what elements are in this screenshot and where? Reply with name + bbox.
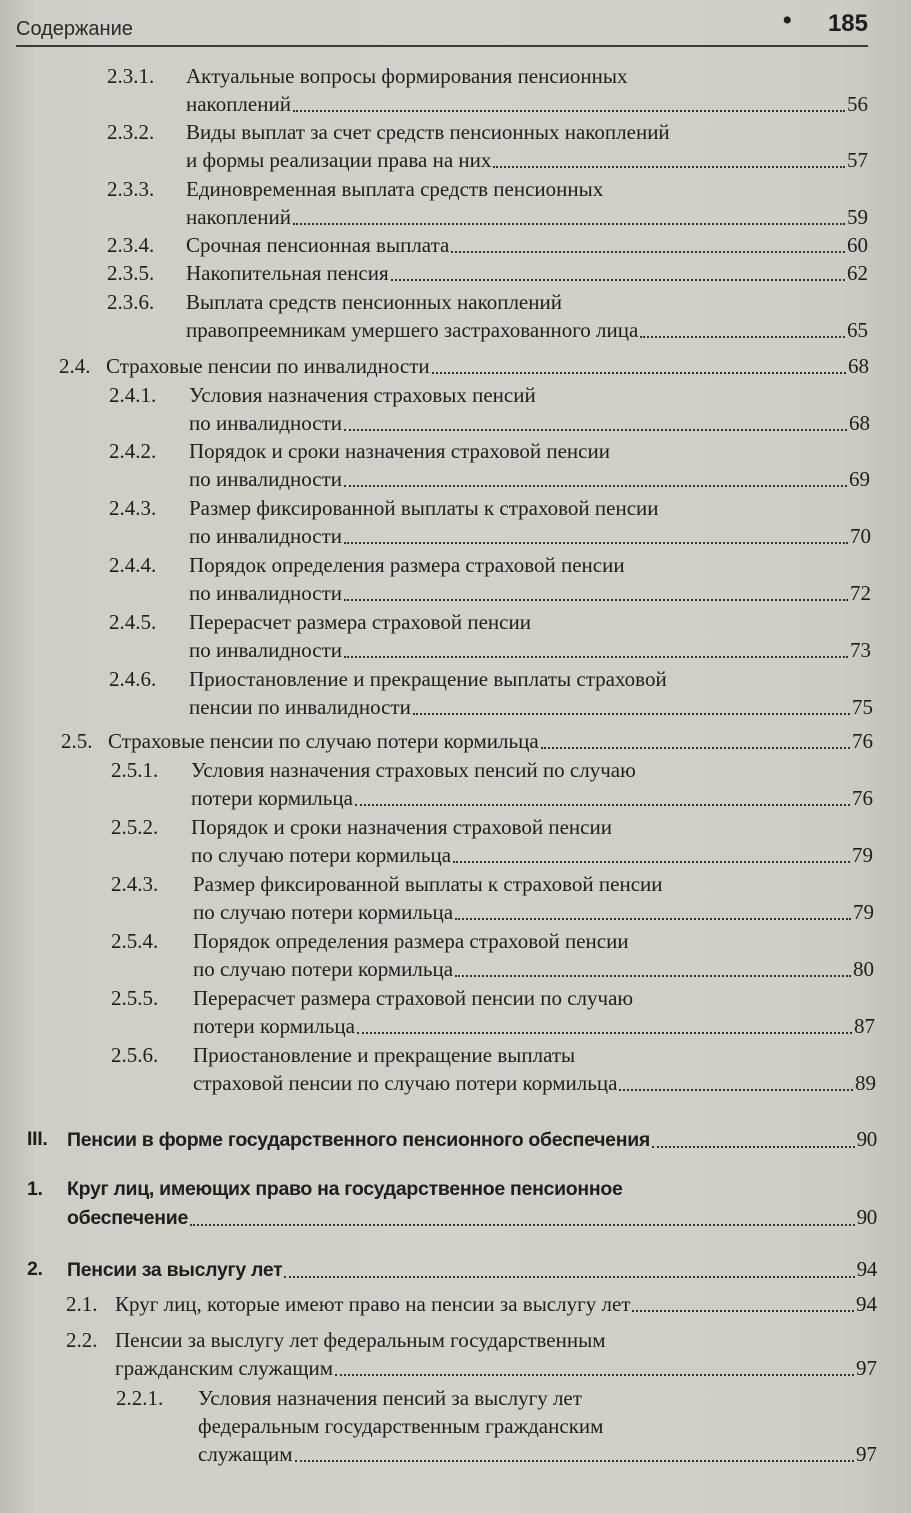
dot-leader: [344, 429, 847, 431]
toc-entry: [111, 756, 873, 812]
toc-entry-title-line: Порядок определения размера страховой пенсии: [189, 553, 625, 577]
toc-entry-title-line: Пенсии за выслугу лет федеральным государственным: [115, 1328, 606, 1352]
toc-entry-title-line: по инвалидности: [189, 524, 343, 548]
toc-entry-number: 2.3.2.: [107, 120, 155, 144]
toc-entry-leader-row: [186, 316, 868, 344]
dot-leader: [344, 542, 848, 544]
toc-entry-number: 2.4.: [59, 354, 91, 378]
toc-entry-number: 2.5.4.: [111, 929, 159, 953]
toc-entry-number: 2.2.: [66, 1328, 98, 1352]
toc-entry-number: 2.3.4.: [107, 233, 155, 257]
toc-entry-number: 2.4.6.: [109, 667, 157, 691]
toc-entry: [107, 231, 868, 259]
toc-entry-page: 72: [850, 581, 871, 605]
toc-entry-title-line: по случаю потери кормильца: [193, 900, 454, 924]
toc-entry-leader-row: [186, 90, 868, 118]
toc-entry-leader-row: [191, 841, 873, 869]
toc-entry-page: 60: [847, 233, 868, 257]
dot-leader: [295, 1460, 854, 1462]
toc-entry-leader-row: [67, 1255, 877, 1284]
toc-entry-title-line: Порядок и сроки назначения страховой пенсии: [191, 815, 612, 839]
toc-entry-number: 2.: [27, 1258, 43, 1280]
dot-leader: [455, 975, 851, 977]
toc-entry: [27, 1175, 877, 1231]
dot-leader: [357, 1032, 852, 1034]
toc-entry-page: 70: [850, 524, 871, 548]
toc-entry-page: 68: [849, 411, 870, 435]
toc-entry: [107, 259, 868, 287]
toc-entry-number: 2.5.1.: [111, 758, 159, 782]
toc-entry: [66, 1326, 877, 1382]
running-header-title: Содержание: [16, 18, 133, 40]
toc-entry-number: III.: [27, 1128, 48, 1150]
toc-entry-leader-row: [193, 1069, 876, 1097]
toc-entry-page: 94: [856, 1257, 877, 1281]
toc-entry-title-line: Накопительная пенсия: [186, 261, 389, 285]
toc-entry: [27, 1125, 877, 1153]
toc-entry-title-line: по случаю потери кормильца: [191, 843, 452, 867]
dot-leader: [190, 1224, 855, 1226]
toc-entry-number: 2.5.: [61, 729, 93, 753]
toc-entry: [109, 551, 871, 607]
toc-entry: [109, 381, 870, 437]
toc-entry: [107, 175, 868, 231]
toc-entry-page: 97: [856, 1442, 877, 1466]
toc-entry: [107, 288, 868, 344]
toc-entry-page: 59: [847, 205, 868, 229]
toc-entry-title-line: накоплений: [186, 92, 291, 116]
page-number: 185: [827, 10, 868, 37]
toc-entry-leader-row: [193, 898, 874, 926]
toc-entry-title-line: потери кормильца: [193, 1014, 355, 1038]
toc-entry-number: 2.4.5.: [109, 610, 157, 634]
dot-leader: [652, 1146, 855, 1148]
toc-entry-title-line: по инвалидности: [189, 581, 343, 605]
toc-entry-number: 2.3.1.: [107, 64, 155, 88]
dot-leader: [344, 656, 848, 658]
toc-entry-title-line: Размер фиксированной выплаты к страховой пенсии: [189, 496, 659, 520]
toc-entry-title-line: Приостановление и прекращение выплаты страховой: [189, 667, 667, 691]
toc-entry-title-line: Выплата средств пенсионных накоплений: [186, 290, 562, 314]
toc-entry-leader-row: [186, 146, 868, 174]
toc-entry-page: 90: [856, 1205, 877, 1229]
toc-entry: [111, 984, 875, 1040]
toc-entry-title-line: Условия назначения страховых пенсий: [189, 383, 536, 407]
toc-entry-leader-row: [189, 465, 870, 493]
toc-entry-leader-row: [106, 352, 869, 380]
toc-entry: [61, 727, 873, 755]
dot-leader: [493, 166, 845, 168]
toc-entry-number: 2.4.1.: [109, 383, 157, 407]
toc-entry-leader-row: [193, 1012, 875, 1040]
toc-entry-leader-row: [115, 1354, 877, 1382]
toc-entry-number: 2.3.5.: [107, 261, 155, 285]
toc-entry-number: 2.5.5.: [111, 986, 159, 1010]
toc-entry-title-line: по инвалидности: [189, 467, 343, 491]
toc-entry-title-line: накоплений: [186, 205, 291, 229]
toc-entry-page: 62: [847, 261, 868, 285]
toc-entry-title-line: по случаю потери кормильца: [193, 957, 454, 981]
toc-entry-leader-row: [67, 1125, 877, 1154]
toc-entry-page: 94: [856, 1292, 877, 1316]
toc-entry-title-line: Страховые пенсии по инвалидности: [106, 354, 430, 378]
toc-entry-page: 76: [852, 729, 873, 753]
toc-entry-title-line: Условия назначения страховых пенсий по случаю: [191, 758, 636, 782]
toc-entry-title-line: страховой пенсии по случаю потери кормильца: [193, 1071, 618, 1095]
toc-entry-leader-row: [189, 579, 871, 607]
toc-entry-number: 2.2.1.: [116, 1386, 164, 1410]
toc-entry-title-line: Виды выплат за счет средств пенсионных накоплений: [186, 120, 670, 144]
dot-leader: [455, 918, 851, 920]
toc-entry-number: 2.5.2.: [111, 815, 159, 839]
toc-entry-title-line: Приостановление и прекращение выплаты: [193, 1043, 576, 1067]
toc-entry-title-line: Пенсии в форме государственного пенсионного обеспечения: [67, 1129, 650, 1151]
toc-entry-number: 2.5.6.: [111, 1043, 159, 1067]
toc-entry-title-line: Круг лиц, имеющих право на государственное пенсионное: [67, 1178, 623, 1200]
toc-entry-number: 2.3.6.: [107, 290, 155, 314]
toc-entry-title-line: Размер фиксированной выплаты к страховой пенсии: [193, 872, 663, 896]
dot-leader: [335, 1374, 854, 1376]
toc-entry-page: 76: [852, 786, 873, 810]
toc-entry-title-line: Круг лиц, которые имеют право на пенсии за выслугу лет: [115, 1292, 631, 1316]
toc-entry-number: 2.4.3.: [111, 872, 159, 896]
toc-entry-leader-row: [191, 784, 873, 812]
toc-entry-title-line: Порядок и сроки назначения страховой пенсии: [189, 439, 610, 463]
toc-entry-leader-row: [189, 409, 870, 437]
toc-entry-leader-row: [115, 1290, 877, 1318]
toc-entry-leader-row: [198, 1440, 877, 1468]
toc-entry-title-line: Актуальные вопросы формирования пенсионных: [186, 64, 628, 88]
toc-entry-page: 65: [847, 318, 868, 342]
toc-entry-title-line: федеральным государственным гражданским: [198, 1414, 604, 1438]
dot-leader: [619, 1089, 853, 1091]
toc-entry-title-line: гражданским служащим: [115, 1356, 334, 1380]
toc-entry-page: 73: [850, 638, 871, 662]
toc-entry-title-line: и формы реализации права на них: [186, 148, 492, 172]
toc-entry-title-line: правопреемникам умершего застрахованного лица: [186, 318, 639, 342]
toc-entry: [109, 665, 873, 721]
toc-entry: [107, 62, 868, 118]
dot-leader: [344, 599, 848, 601]
toc-entry-page: 89: [855, 1071, 876, 1095]
dot-leader: [391, 279, 845, 281]
toc-entry-title-line: Перерасчет размера страховой пенсии по случаю: [193, 986, 634, 1010]
toc-entry: [109, 494, 871, 550]
toc-entry: [27, 1255, 877, 1283]
toc-entry-title-line: Порядок определения размера страховой пенсии: [193, 929, 629, 953]
toc-entry-page: 79: [852, 843, 873, 867]
toc-entry-page: 87: [854, 1014, 875, 1038]
toc-entry-number: 2.4.3.: [109, 496, 157, 520]
toc-entry-leader-row: [189, 522, 871, 550]
toc-entry: [107, 118, 868, 174]
dot-leader: [293, 110, 845, 112]
toc-entry-title-line: служащим: [198, 1442, 293, 1466]
toc-entry-title-line: потери кормильца: [191, 786, 353, 810]
toc-entry-title-line: обеспечение: [67, 1207, 189, 1229]
toc-entry-title-line: пенсии по инвалидности: [189, 695, 411, 719]
toc-entry-leader-row: [108, 727, 873, 755]
toc-entry: [111, 813, 873, 869]
toc-entry: [109, 437, 870, 493]
dot-leader: [453, 861, 850, 863]
toc-entry-page: 68: [848, 354, 869, 378]
toc-entry-page: 69: [849, 467, 870, 491]
toc-entry-title-line: Пенсии за выслугу лет: [67, 1259, 283, 1281]
toc-entry-page: 80: [853, 957, 874, 981]
dot-leader: [344, 485, 847, 487]
dot-leader: [632, 1310, 854, 1312]
toc-entry-number: 1.: [27, 1178, 43, 1200]
dot-leader: [413, 713, 850, 715]
dot-leader: [293, 223, 845, 225]
toc-entry-number: 2.3.3.: [107, 177, 155, 201]
toc-entry-leader-row: [186, 231, 868, 259]
toc-entry-title-line: Страховые пенсии по случаю потери кормильца: [108, 729, 539, 753]
toc-entry-number: 2.4.4.: [109, 553, 157, 577]
toc-entry-page: 75: [852, 695, 873, 719]
toc-entry-number: 2.4.2.: [109, 439, 157, 463]
dot-leader: [355, 804, 850, 806]
toc-entry: [111, 1041, 876, 1097]
dot-leader: [284, 1276, 854, 1278]
toc-entry-title-line: Условия назначения пенсий за выслугу лет: [198, 1386, 582, 1410]
toc-entry-page: 79: [853, 900, 874, 924]
toc-entry-leader-row: [193, 955, 874, 983]
toc-entry-page: 97: [856, 1356, 877, 1380]
dot-leader: [432, 372, 846, 374]
toc-entry: [111, 870, 874, 926]
toc-entry-page: 57: [847, 148, 868, 172]
toc-entry-leader-row: [189, 693, 873, 721]
toc-entry-number: 2.1.: [66, 1292, 98, 1316]
toc-entry-title-line: Срочная пенсионная выплата: [186, 233, 450, 257]
toc-entry-page: 56: [847, 92, 868, 116]
toc-entry-leader-row: [67, 1203, 877, 1232]
toc-entry: [109, 608, 871, 664]
toc-entry-title-line: Единовременная выплата средств пенсионных: [186, 177, 604, 201]
dot-leader: [640, 336, 845, 338]
dot-leader: [451, 251, 845, 253]
toc-entry-title-line: по инвалидности: [189, 638, 343, 662]
toc-entry: [59, 352, 869, 380]
toc-entry-title-line: по инвалидности: [189, 411, 343, 435]
toc-entry-leader-row: [186, 259, 868, 287]
bullet-icon: •: [782, 4, 793, 37]
toc-entry-leader-row: [189, 636, 871, 664]
toc-entry-page: 90: [856, 1127, 877, 1151]
toc-entry-leader-row: [186, 203, 868, 231]
toc-entry: [66, 1290, 877, 1318]
toc-entry: [111, 927, 874, 983]
toc-entry-title-line: Перерасчет размера страховой пенсии: [189, 610, 531, 634]
toc-entry: [116, 1384, 877, 1468]
dot-leader: [541, 747, 850, 749]
